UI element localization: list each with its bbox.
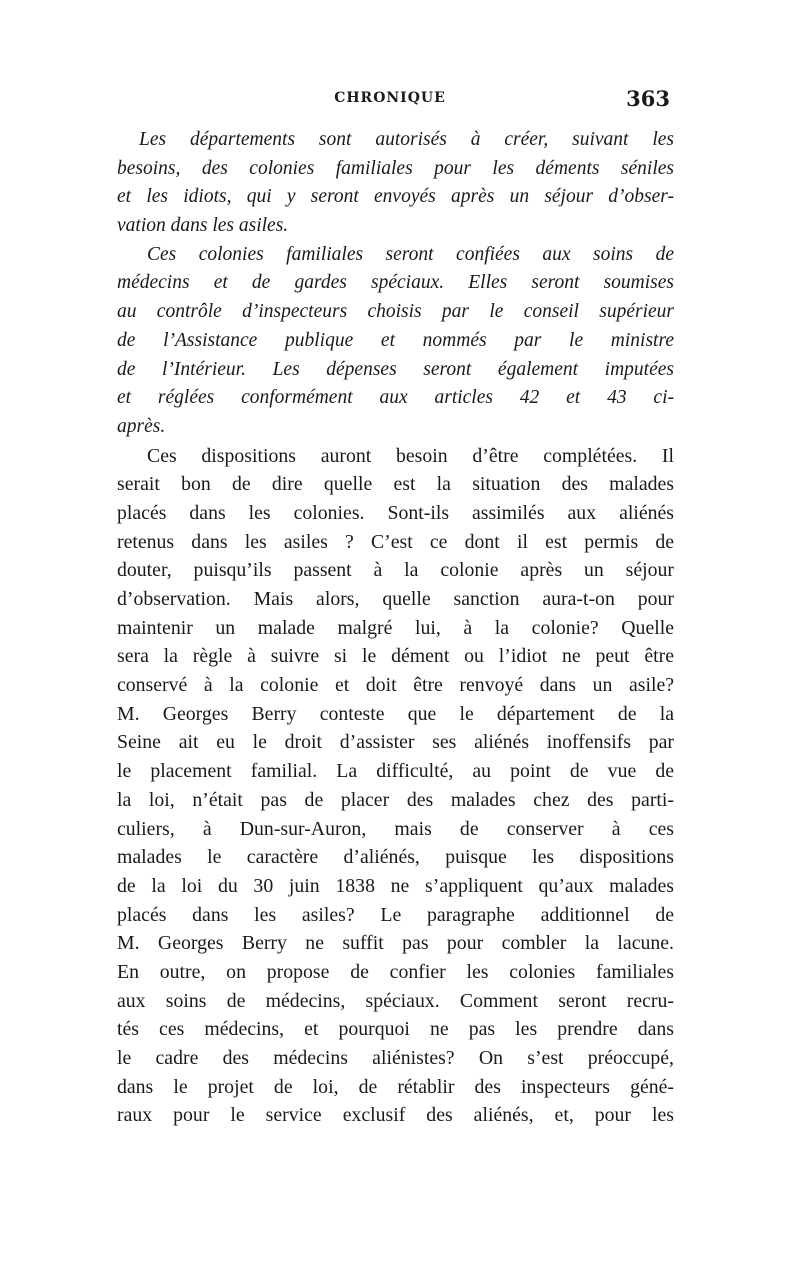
text-line: d’observation. Mais alors, quelle sanction aura-t-on pour [117,588,674,610]
text-line: après. [117,415,166,437]
text-line: conservé à la colonie et doit être renvoyé dans un asile? [117,674,674,697]
text-line: au contrôle d’inspecteurs choisis par le conseil supérieur [117,301,674,323]
text-line: de l’Assistance publique et nommés par le ministre [117,329,674,351]
text-line: retenus dans les asiles ? C’est ce dont il est permis de [117,530,674,553]
text-line: tés ces médecins, et pourquoi ne pas les prendre dans [117,1018,674,1041]
text-line: de l’Intérieur. Les dépenses seront également imputées [117,358,674,380]
text-line: douter, puisqu’ils passent à la colonie après un séjour [117,559,674,582]
text-line: besoins, des colonies familiales pour les déments séniles [117,157,674,179]
text-line: Les départements sont autorisés à créer, suivant les [139,129,674,150]
text-line: et les idiots, qui y seront envoyés après un séjour d’obser- [117,186,674,208]
text-line: de la loi du 30 juin 1838 ne s’appliquent qu’aux malades [117,874,674,897]
text-line: M. Georges Berry ne suffit pas pour combler la lacune. [117,932,674,955]
text-line: Seine ait eu le droit d’assister ses aliénés inoffensifs par [117,731,674,754]
text-line: la loi, n’était pas de placer des malades chez des parti- [117,788,674,811]
text-line: placés dans les colonies. Sont-ils assimilés aux aliénés [117,501,674,524]
text-line: Ces dispositions auront besoin d’être complétées. Il [147,444,674,467]
running-head [110,86,670,114]
text-line: serait bon de dire quelle est la situation des malades [117,473,674,496]
text-line: malades le caractère d’aliénés, puisque les dispositions [117,846,674,869]
text-line: aux soins de médecins, spéciaux. Comment seront recru- [117,989,674,1012]
text-line: vation dans les asiles. [117,215,289,237]
body-text [117,126,674,1130]
text-line: En outre, on propose de confier les colonies familiales [117,960,674,983]
text-line: le cadre des médecins aliénistes? On s’est préoccupé, [117,1047,674,1069]
text-line: médecins et de gardes spéciaux. Elles seront soumises [117,272,674,294]
text-line: sera la règle à suivre si le dément ou l’idiot ne peut être [117,645,674,668]
text-line: dans le projet de loi, de rétablir des inspecteurs géné- [117,1075,674,1098]
text-line: M. Georges Berry conteste que le département de la [117,702,674,725]
text-line: culiers, à Dun-sur-Auron, mais de conserver à ces [117,817,674,840]
text-line: Ces colonies familiales seront confiées aux soins de [147,243,674,265]
text-line: le placement familial. La difficulté, au point de vue de [117,760,674,783]
running-title: CHRONIQUE [334,90,446,106]
page-number: 363 [626,86,670,111]
text-line: raux pour le service exclusif des aliénés, et, pour les [117,1104,674,1127]
text-line: maintenir un malade malgré lui, à la colonie? Quelle [117,616,674,639]
text-line: placés dans les asiles? Le paragraphe additionnel de [117,903,674,926]
text-line: et réglées conformément aux articles 42 et 43 ci- [117,387,674,409]
